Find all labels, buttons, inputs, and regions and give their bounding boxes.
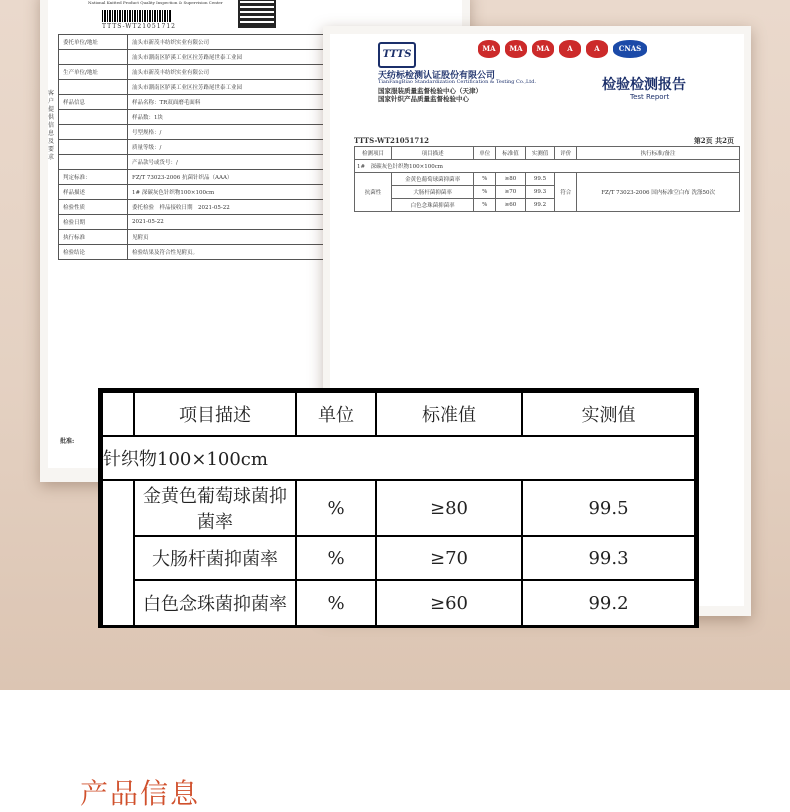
front-header-cell: 实测值 — [525, 147, 554, 160]
zoom-row-unit: % — [296, 536, 376, 580]
back-report-header — [88, 0, 223, 7]
test-item: 抗菌性 — [355, 173, 392, 212]
cert-mark-icon: A — [586, 40, 608, 58]
row-unit: % — [474, 199, 496, 212]
row-desc: 金黄色葡萄球菌抑菌率 — [392, 173, 474, 186]
back-row-label: 生产单位/地址 — [59, 65, 128, 80]
back-row-label: 检验结论 — [59, 245, 128, 260]
zoom-header-val: 实测值 — [522, 392, 695, 436]
cert-mark-icon: A — [559, 40, 581, 58]
back-row-label: 检验日期 — [59, 215, 128, 230]
back-row-value: 产品款号或货号：/ — [128, 155, 458, 170]
barcode-number: TTTS-WT21051712 — [102, 23, 176, 30]
zoom-header-unit: 单位 — [296, 392, 376, 436]
back-row-label: 样品信息 — [59, 95, 128, 110]
center-names — [378, 87, 482, 103]
row-desc: 白色念珠菌抑菌率 — [392, 199, 474, 212]
back-row-value: 见附页 — [128, 230, 458, 245]
cert-mark-icon: MA — [478, 40, 500, 58]
certification-marks — [478, 40, 647, 58]
zoom-row-unit: % — [296, 580, 376, 626]
front-header-cell: 单位 — [474, 147, 496, 160]
row-val: 99.3 — [525, 186, 554, 199]
row-unit: % — [474, 186, 496, 199]
front-header-cell: 标准值 — [496, 147, 525, 160]
report-title: 检验检测报告 — [602, 77, 686, 93]
cert-mark-icon: MA — [532, 40, 554, 58]
back-row-value: FZ/T 73023-2006 抗菌针织品（AAA） — [128, 170, 458, 185]
row-val: 99.5 — [525, 173, 554, 186]
zoom-header-std: 标准值 — [376, 392, 522, 436]
back-row-label — [59, 110, 128, 125]
cert-mark-icon: MA — [505, 40, 527, 58]
back-row-value: 汕头市潮南区胪溪工业区拉芳路尾世泰工业园 — [128, 80, 458, 95]
row-unit: % — [474, 173, 496, 186]
page-info: 第2页 共2页 — [693, 136, 734, 145]
report-title-en: Test Report — [630, 93, 670, 101]
back-header-en: National Knitted Product Quality Inspection & Supervision Center — [88, 0, 223, 5]
back-row-value: 委托检验 样品接收日期 2021-05-22 — [128, 200, 458, 215]
cert-mark-icon: CNAS — [613, 40, 647, 58]
row-std: ≥70 — [496, 186, 525, 199]
front-header-cell: 执行标准/备注 — [577, 147, 740, 160]
row-desc: 大肠杆菌抑菌率 — [392, 186, 474, 199]
back-row-label — [59, 155, 128, 170]
back-row-label: 检验性质 — [59, 200, 128, 215]
zoom-row-val: 99.2 — [522, 580, 695, 626]
zoom-first-col — [102, 392, 134, 436]
zoom-row-desc: 金黄色葡萄球菌抑菌率 — [134, 480, 296, 536]
back-row-value: 检验结果及符合性见附页。 — [128, 245, 458, 260]
back-row-label: 判定标准： — [59, 170, 128, 185]
back-row-value: 质量等级：/ — [128, 140, 458, 155]
ttts-logo: TTTS — [378, 42, 416, 68]
zoom-row-unit: % — [296, 480, 376, 536]
front-result-table — [354, 146, 740, 212]
standard-note: FZ/T 73023-2006 国内标准空白布 洗涤50次 — [577, 173, 740, 212]
zoom-first-col — [102, 480, 134, 626]
zoom-row-std: ≥80 — [376, 480, 522, 536]
company-name-en: TianFangBiao Standardization Certification & Testing Co.,Ltd. — [378, 79, 537, 85]
back-row-label: 执行标准 — [59, 230, 128, 245]
zoom-sample-row: 针织物100×100cm — [102, 436, 695, 480]
back-row-value: 样品名称：TR双面磨毛面料 — [128, 95, 458, 110]
section-title: 产品信息 — [80, 777, 201, 810]
evaluation: 符合 — [555, 173, 577, 212]
back-side-label: 客户提供信息及要求 — [48, 90, 55, 161]
front-header-cell: 评价 — [555, 147, 577, 160]
back-row-value: 汕头市潮南区胪溪工业区拉芳路尾世泰工业园 — [128, 50, 458, 65]
zoom-row-val: 99.3 — [522, 536, 695, 580]
back-row-label — [59, 140, 128, 155]
row-std: ≥80 — [496, 173, 525, 186]
zoom-row-desc: 白色念珠菌抑菌率 — [134, 580, 296, 626]
front-header-cell: 检测项目 — [355, 147, 392, 160]
back-row-label — [59, 80, 128, 95]
back-row-value: 2021-05-22 — [128, 215, 458, 230]
zoomed-result-table — [98, 388, 699, 628]
back-row-value: 汕头市新茂丰纺织实业有限公司 — [128, 65, 458, 80]
back-row-value: 1# 深碳灰色针织物100×100cm — [128, 185, 458, 200]
back-row-label — [59, 125, 128, 140]
center-2: 国家针织产品质量监督检验中心 — [378, 95, 469, 103]
row-std: ≥60 — [496, 199, 525, 212]
zoom-row-std: ≥60 — [376, 580, 522, 626]
report-number: TTTS-WT21051712 — [354, 136, 429, 145]
zoom-header-desc: 项目描述 — [134, 392, 296, 436]
back-row-value: 号型规格：/ — [128, 125, 458, 140]
back-row-label: 样品描述 — [59, 185, 128, 200]
company-name-cn: 天纺标检测认证股份有限公司 — [378, 71, 496, 81]
back-row-label — [59, 50, 128, 65]
zoom-row-std: ≥70 — [376, 536, 522, 580]
back-row-label: 委托单位/地址 — [59, 35, 128, 50]
back-row-value: 样品数：1块 — [128, 110, 458, 125]
center-1: 国家服装质量监督检验中心（天津） — [378, 87, 482, 95]
row-val: 99.2 — [525, 199, 554, 212]
back-approve-label: 批准: — [60, 438, 75, 445]
qr-code — [238, 0, 276, 28]
back-row-value: 汕头市新茂丰纺织实业有限公司 — [128, 35, 458, 50]
zoom-row-desc: 大肠杆菌抑菌率 — [134, 536, 296, 580]
zoom-row-val: 99.5 — [522, 480, 695, 536]
barcode — [102, 10, 172, 22]
sample-row: 1# 深碳灰色针织物100×100cm — [355, 160, 740, 173]
front-header-cell: 项目描述 — [392, 147, 474, 160]
